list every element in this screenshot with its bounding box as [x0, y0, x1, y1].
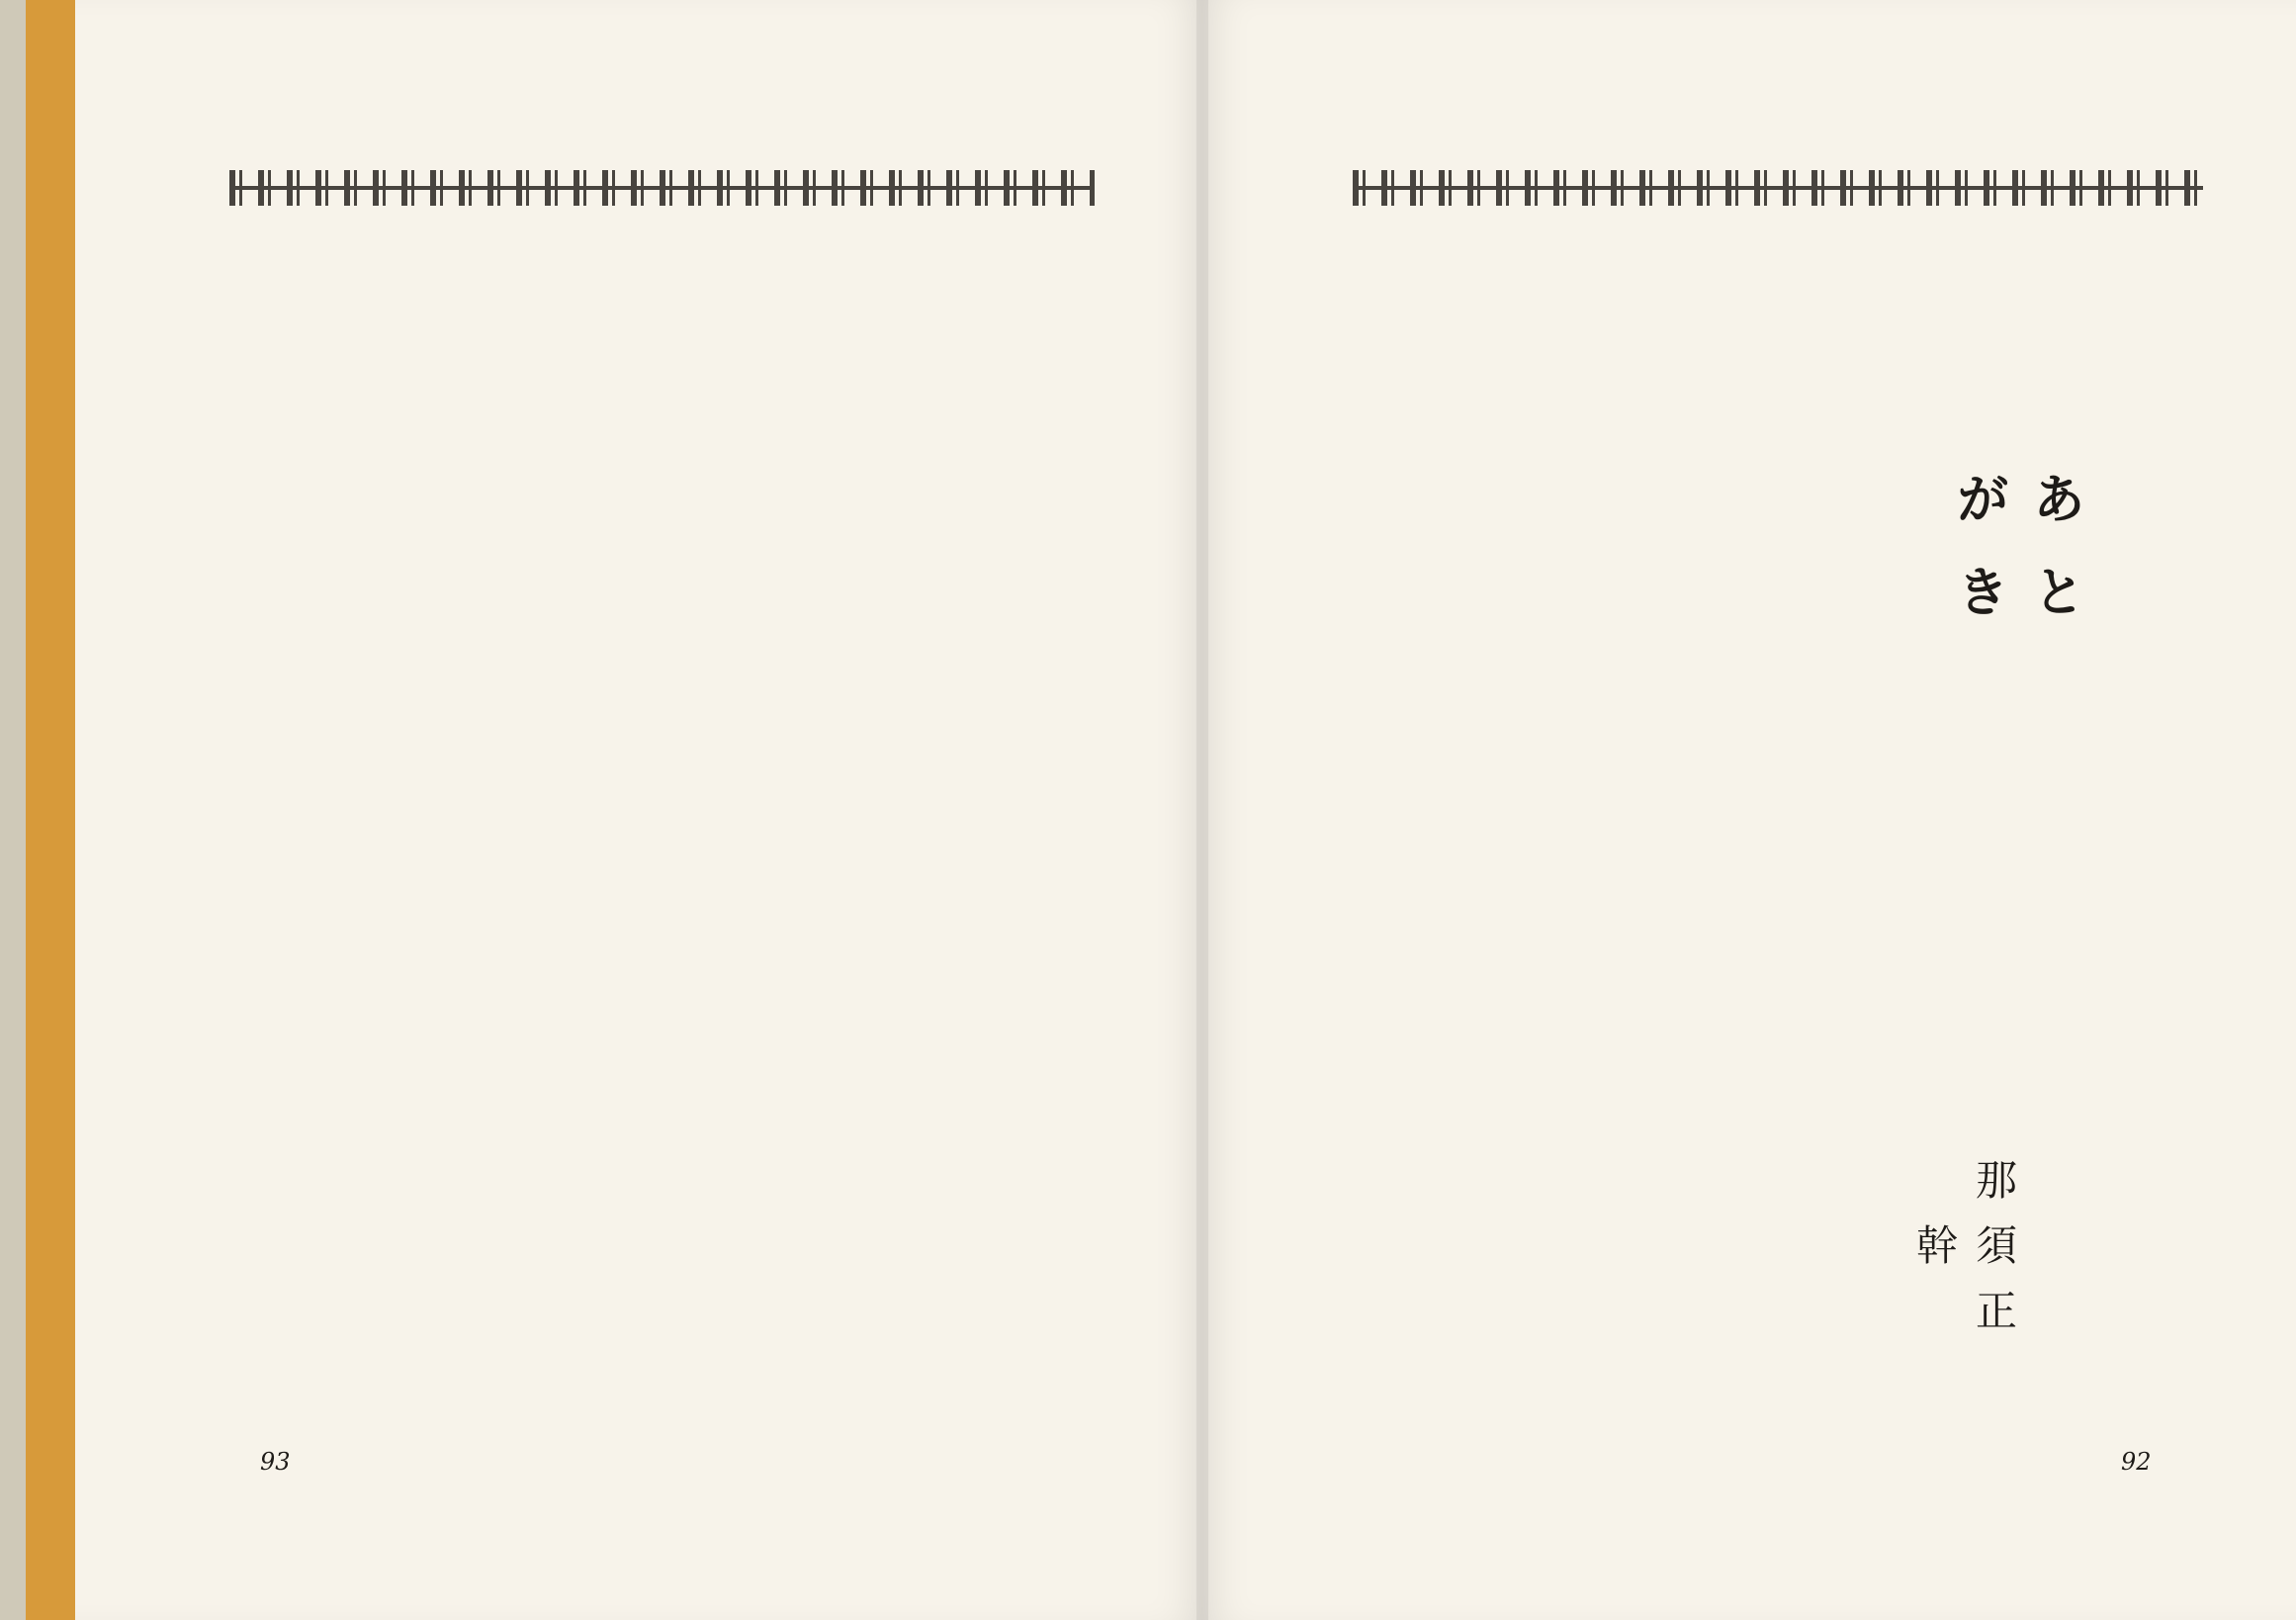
page-number-left: 93 [260, 1448, 291, 1476]
right-page-body [1349, 297, 1813, 1434]
book-gutter [1196, 0, 1208, 1620]
page-number-right: 92 [2121, 1448, 2152, 1476]
decorative-border-right [1353, 170, 2203, 206]
chapter-title: あとがき [1948, 471, 2087, 657]
author-name: 那須正幹 [1910, 1158, 2018, 1354]
left-page-body [233, 297, 1094, 1434]
decorative-border-left [229, 170, 1095, 206]
book-cover-edge [26, 0, 75, 1620]
